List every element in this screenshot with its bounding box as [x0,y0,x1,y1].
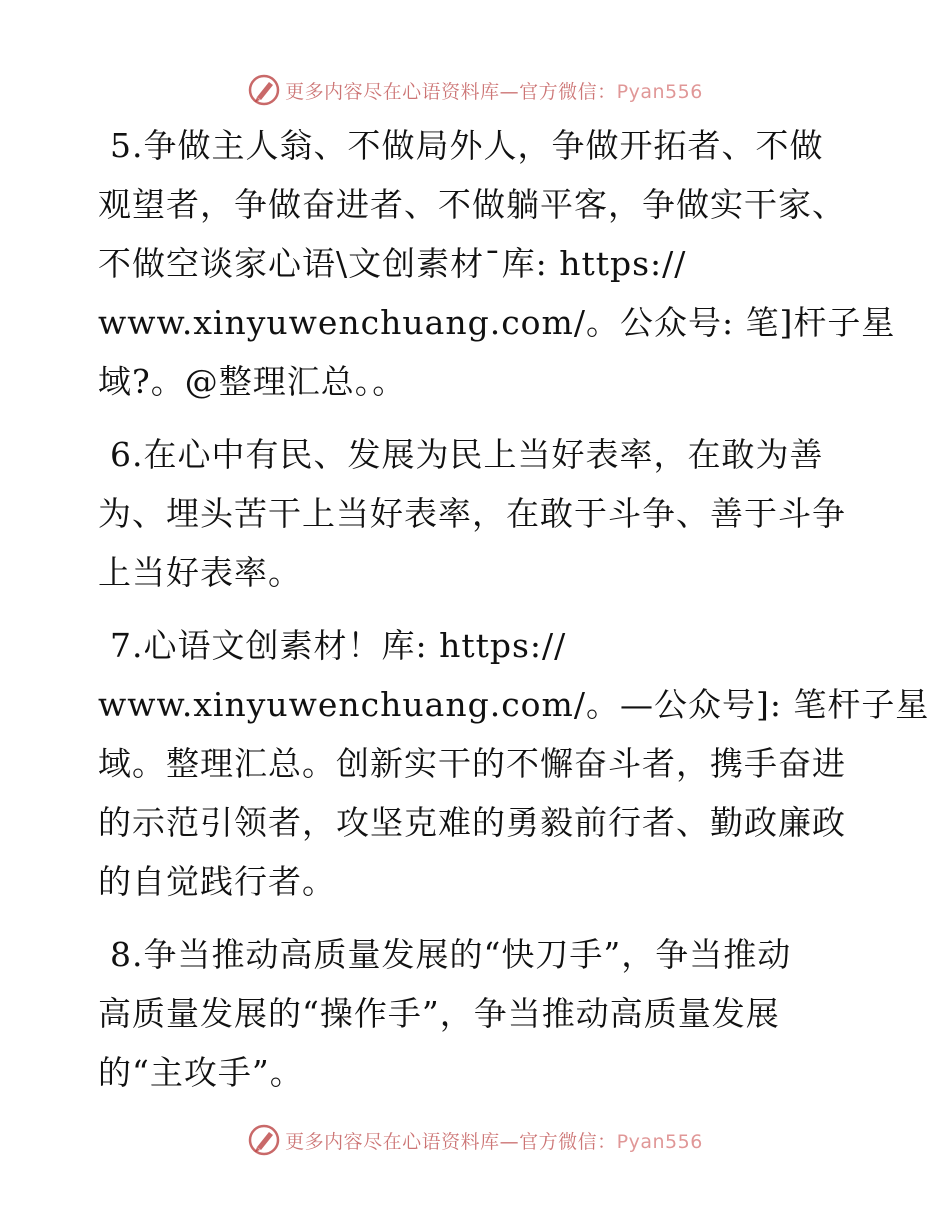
text-line: 8.争当推动高质量发展的“快刀手”，争当推动 [110,935,792,974]
text-line: 域。整理汇总。创新实干的不懈奋斗者，携手奋进 [98,744,846,783]
paragraph-8 [98,925,853,1102]
text-line: 高质量发展的“操作手”，争当推动高质量发展 [98,994,780,1033]
text-line: 的自觉践行者。 [98,862,336,901]
text-line: 域?。@整理汇总。。 [98,362,407,401]
header-watermark [0,70,950,110]
watermark-text: 更多内容尽在心语资料库—官方微信：Pyan556 [285,1130,703,1153]
pen-logo-icon [247,73,281,107]
text-line: www.xinyuwenchuang.com/。公众号: 笔]杆子星 [98,303,896,342]
text-line: 不做空谈家心语\文创素材¯库: https:// [98,244,687,283]
pen-logo-icon [247,1123,281,1157]
text-line: 为、埋头苦干上当好表率，在敢于斗争、善于斗争 [98,494,846,533]
paragraph-5 [98,116,896,411]
text-line: 的示范引领者，攻坚克难的勇毅前行者、勤政廉政 [98,803,846,842]
text-line: 上当好表率。 [98,553,302,592]
text-line: 5.争做主人翁、不做局外人，争做开拓者、不做 [110,126,824,165]
paragraph-7 [98,616,930,911]
text-line: www.xinyuwenchuang.com/。—公众号]: 笔杆子星 [98,685,930,724]
document-body [98,116,930,1116]
text-line: 观望者，争做奋进者、不做躺平客，争做实干家、 [98,185,846,224]
footer-watermark [0,1120,950,1160]
text-line: 7.心语文创素材！库: https:// [110,626,567,665]
text-line: 6.在心中有民、发展为民上当好表率，在敢为善 [110,435,824,474]
paragraph-6 [98,425,853,602]
text-line: 的“主攻手”。 [98,1053,304,1092]
watermark-text: 更多内容尽在心语资料库—官方微信：Pyan556 [285,80,703,103]
